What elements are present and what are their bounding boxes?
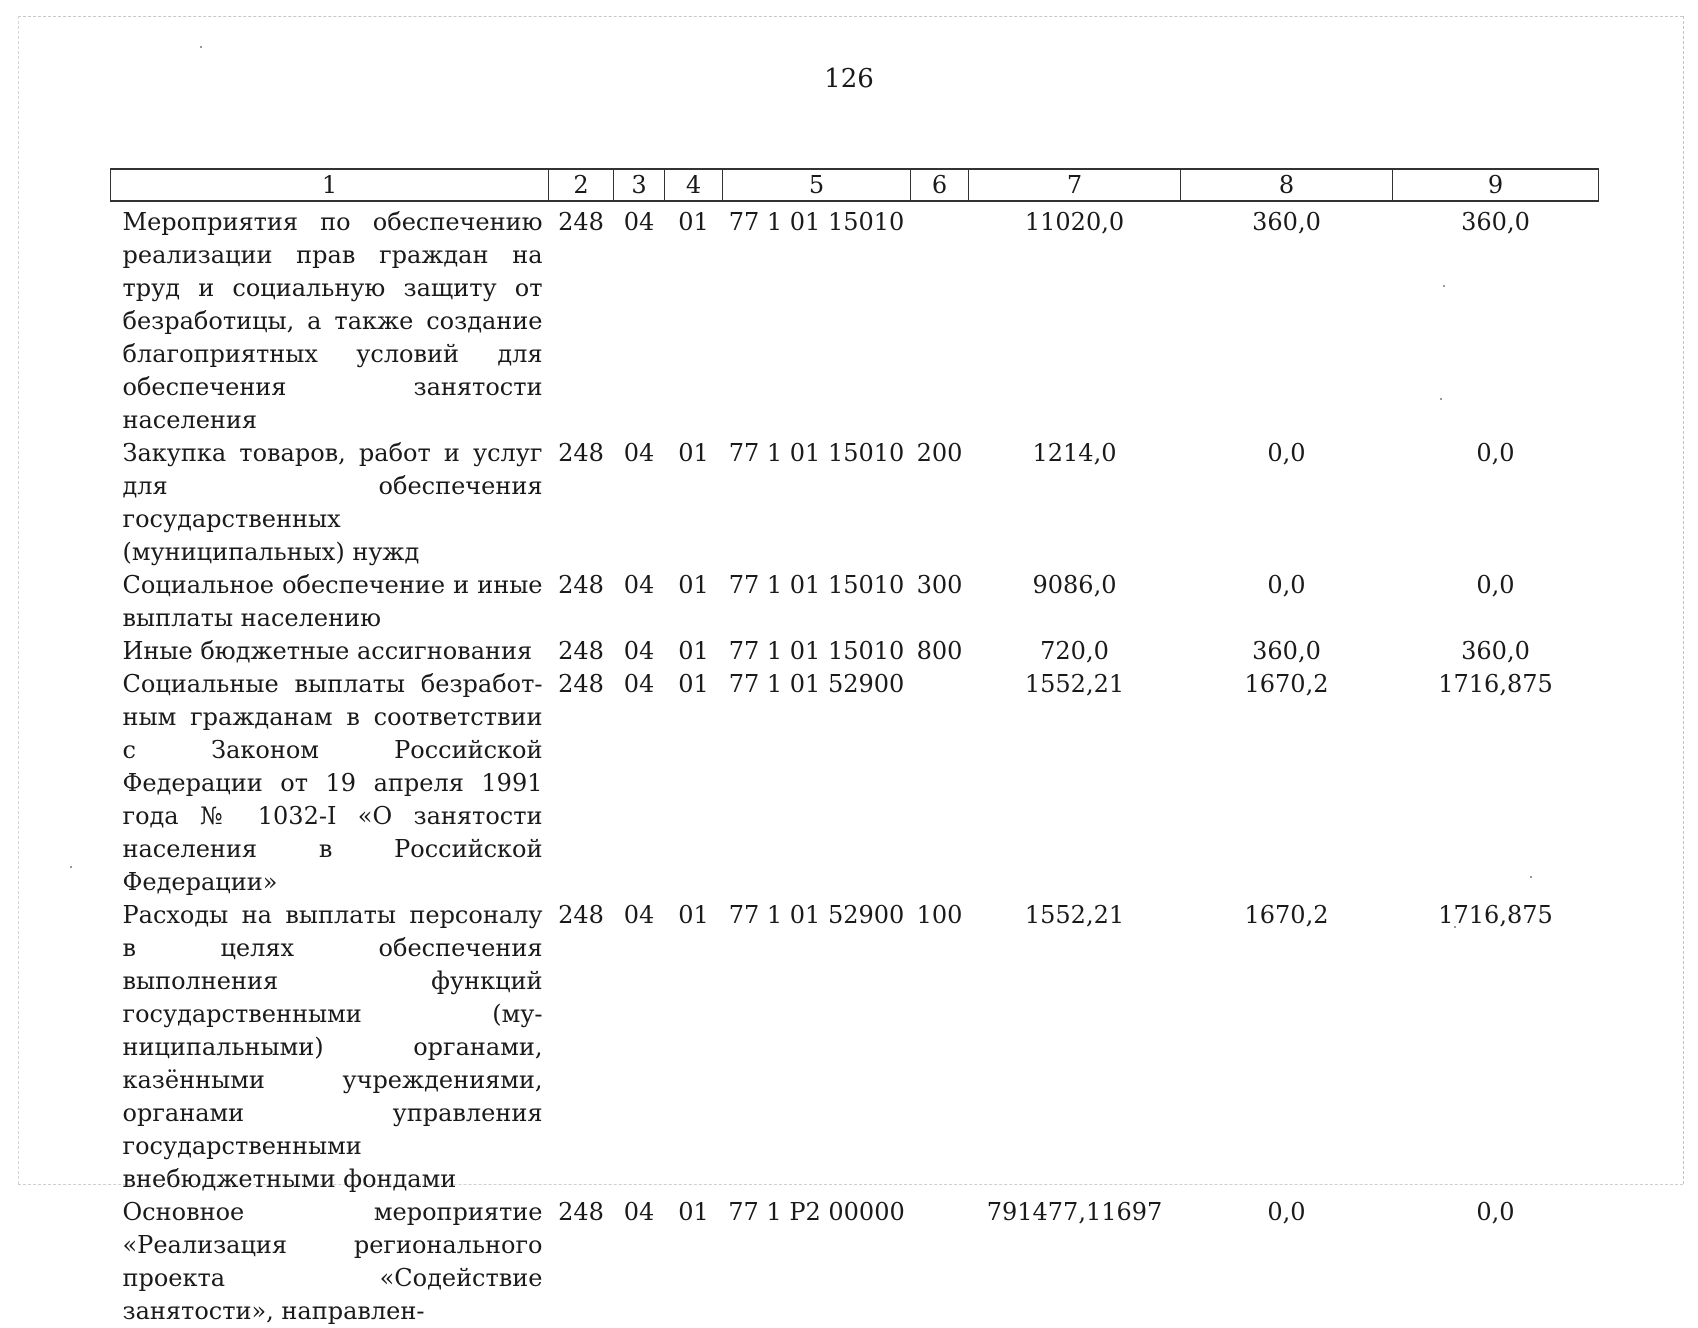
row-name: Социальное обеспечение и иные выплаты населению xyxy=(122,571,543,632)
scan-border-right xyxy=(1683,16,1684,1184)
cell-col-8: 0,0 xyxy=(1267,1198,1306,1226)
cell-col-4: 01 xyxy=(678,571,709,599)
cell-col-2: 248 xyxy=(558,637,604,665)
cell-col-9: 0,0 xyxy=(1476,571,1515,599)
cell-col-7: 9086,0 xyxy=(1032,571,1117,599)
cell-col-2: 248 xyxy=(558,670,604,698)
table-body xyxy=(111,201,1599,1328)
cell-col-5: 77 1 01 52900 xyxy=(728,901,905,929)
cell-col-9: 1716,875 xyxy=(1438,901,1553,929)
cell-col-8: 1670,2 xyxy=(1244,670,1329,698)
scan-speck xyxy=(70,866,72,868)
cell-col-3: 04 xyxy=(623,670,655,698)
table-row xyxy=(111,635,1599,668)
scan-speck xyxy=(200,46,202,48)
cell-col-8: 0,0 xyxy=(1267,439,1306,467)
page-number: 126 xyxy=(824,64,874,94)
table-row xyxy=(111,899,1599,1196)
cell-col-3: 04 xyxy=(623,571,655,599)
cell-col-4: 01 xyxy=(678,208,709,236)
column-header-6: 6 xyxy=(911,169,969,201)
cell-col-9: 0,0 xyxy=(1476,1198,1515,1226)
cell-col-6 xyxy=(911,668,969,899)
column-header-2: 2 xyxy=(549,169,614,201)
row-name: Основное мероприятие «Реализация регионального проекта «Содействие занятости», направлен- xyxy=(122,1198,543,1325)
cell-col-3: 04 xyxy=(623,439,655,467)
cell-col-9: 360,0 xyxy=(1461,637,1530,665)
cell-col-5: 77 1 Р2 00000 xyxy=(728,1198,905,1226)
column-header-1: 1 xyxy=(111,169,549,201)
cell-col-5: 77 1 01 15010 xyxy=(728,571,905,599)
cell-col-3: 04 xyxy=(623,208,655,236)
cell-col-7: 11020,0 xyxy=(1024,208,1125,236)
budget-table xyxy=(110,168,1599,1328)
cell-col-3: 04 xyxy=(623,1198,655,1226)
cell-col-9: 1716,875 xyxy=(1438,670,1553,698)
cell-col-2: 248 xyxy=(558,1198,604,1226)
column-header-3: 3 xyxy=(614,169,665,201)
cell-col-7: 720,0 xyxy=(1040,637,1109,665)
cell-col-6: 200 xyxy=(916,439,963,467)
cell-col-2: 248 xyxy=(558,901,604,929)
table-row xyxy=(111,569,1599,635)
column-header-7: 7 xyxy=(969,169,1181,201)
cell-col-5: 77 1 01 52900 xyxy=(728,670,905,698)
cell-col-8: 360,0 xyxy=(1252,208,1321,236)
scan-border-left xyxy=(18,16,19,1184)
row-name: Расходы на выплаты персоналу в целях обеспечения выполнения функций государственными (муниципальными) органами, казёнными учреждениями, органами управления государственными внебюджетными фондами xyxy=(122,901,543,1193)
cell-col-4: 01 xyxy=(678,670,709,698)
cell-col-7: 1552,21 xyxy=(1024,901,1125,929)
cell-col-6 xyxy=(911,201,969,437)
cell-col-7: 1552,21 xyxy=(1024,670,1125,698)
cell-col-7: 791477,11697 xyxy=(986,1198,1163,1226)
cell-col-8: 1670,2 xyxy=(1244,901,1329,929)
cell-col-8: 0,0 xyxy=(1267,571,1306,599)
cell-col-6 xyxy=(911,1196,969,1328)
cell-col-3: 04 xyxy=(623,637,655,665)
table-row xyxy=(111,201,1599,437)
cell-col-5: 77 1 01 15010 xyxy=(728,208,905,236)
cell-col-4: 01 xyxy=(678,901,709,929)
table-row xyxy=(111,1196,1599,1328)
column-header-5: 5 xyxy=(723,169,911,201)
cell-col-4: 01 xyxy=(678,637,709,665)
cell-col-6: 300 xyxy=(916,571,963,599)
cell-col-6: 100 xyxy=(916,901,963,929)
column-header-4: 4 xyxy=(665,169,723,201)
cell-col-2: 248 xyxy=(558,439,604,467)
cell-col-9: 0,0 xyxy=(1476,439,1515,467)
cell-col-7: 1214,0 xyxy=(1032,439,1117,467)
row-name: Мероприятия по обеспечению реализации прав граждан на труд и социальную защиту от безработицы, а также создание благоприятных условий для обеспечения занятости населения xyxy=(122,208,543,434)
column-header-9: 9 xyxy=(1393,169,1599,201)
table-header xyxy=(111,169,1599,201)
cell-col-6: 800 xyxy=(916,637,963,665)
row-name: Социальные выплаты безработным гражданам в соответствии с Законом Российской Федерации от 19 апреля 1991 года № 1032-I «О занятости населения в Российской Федерации» xyxy=(122,670,543,896)
scan-border-top xyxy=(18,16,1683,17)
cell-col-3: 04 xyxy=(623,901,655,929)
table-row xyxy=(111,668,1599,899)
header-row xyxy=(111,169,1599,201)
cell-col-8: 360,0 xyxy=(1252,637,1321,665)
cell-col-9: 360,0 xyxy=(1461,208,1530,236)
table-row xyxy=(111,437,1599,569)
cell-col-4: 01 xyxy=(678,439,709,467)
cell-col-5: 77 1 01 15010 xyxy=(728,637,905,665)
cell-col-2: 248 xyxy=(558,571,604,599)
cell-col-2: 248 xyxy=(558,208,604,236)
column-header-8: 8 xyxy=(1181,169,1393,201)
row-name: Иные бюджетные ассигнования xyxy=(122,637,533,665)
cell-col-5: 77 1 01 15010 xyxy=(728,439,905,467)
cell-col-4: 01 xyxy=(678,1198,709,1226)
row-name: Закупка товаров, работ и услуг для обеспечения государственных (муниципальных) нужд xyxy=(122,439,543,566)
